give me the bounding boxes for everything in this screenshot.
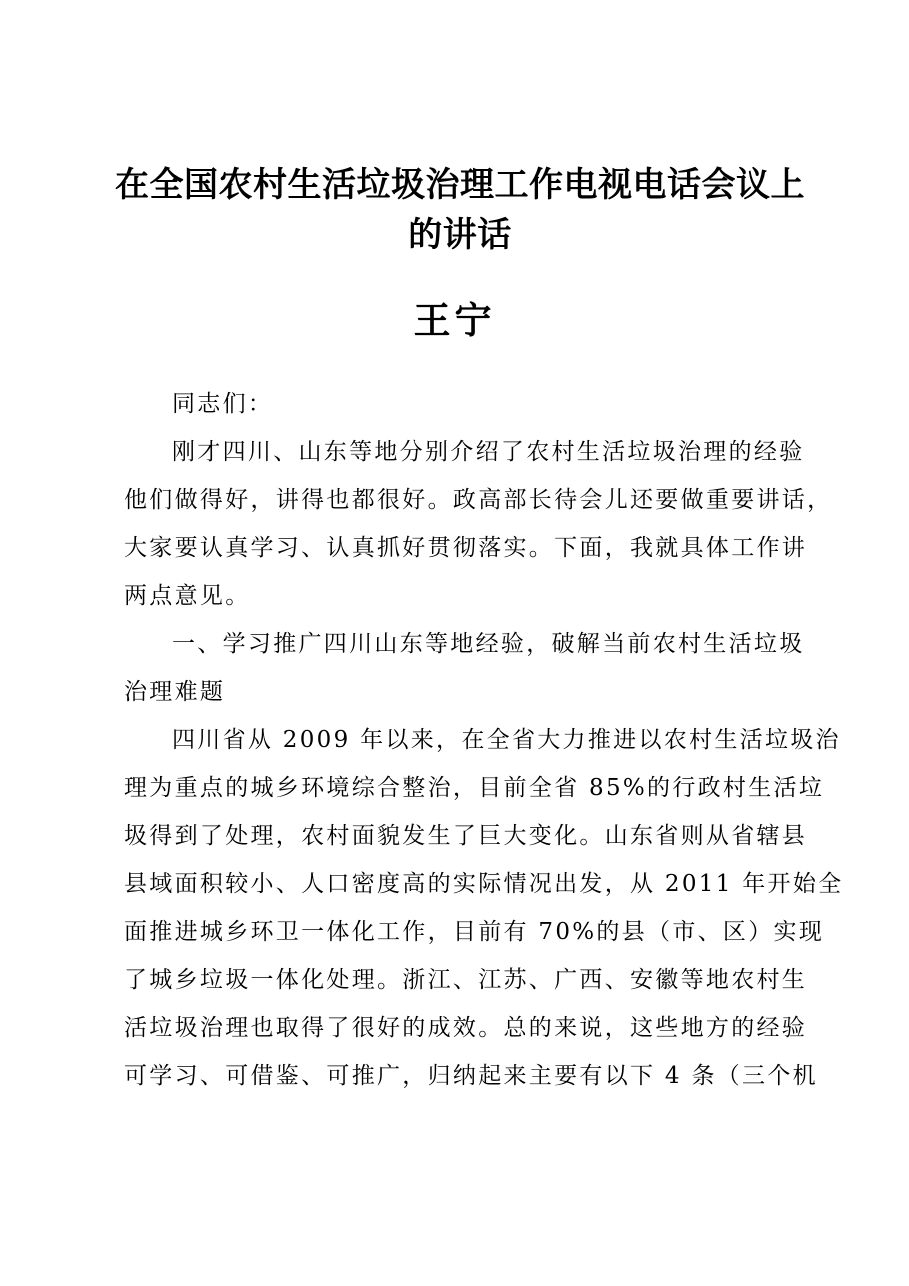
body-line: 同志们： xyxy=(172,391,274,417)
title-line-2: 的讲话 xyxy=(408,215,512,255)
body-line: 治理难题 xyxy=(124,679,226,705)
document-title xyxy=(110,160,810,260)
body-line: 一、学习推广四川山东等地经验，破解当前农村生活垃圾 xyxy=(172,631,805,657)
body-text xyxy=(124,380,844,1100)
body-line: 圾得到了处理，农村面貌发生了巨大变化。山东省则从省辖县 xyxy=(124,823,808,849)
author-name: 王宁 xyxy=(413,299,496,342)
body-line: 活垃圾治理也取得了很好的成效。总的来说，这些地方的经验 xyxy=(124,1015,808,1041)
body-line: 面推进城乡环卫一体化工作，目前有 70%的县（市、区）实现 xyxy=(124,919,825,945)
body-line: 四川省从 2009 年以来，在全省大力推进以农村生活垃圾治 xyxy=(172,727,841,753)
body-line: 他们做得好，讲得也都很好。政高部长待会儿还要做重要讲话， xyxy=(124,487,833,513)
title-line-1: 在全国农村生活垃圾治理工作电视电话会议上 xyxy=(115,165,805,205)
body-line: 了城乡垃圾一体化处理。浙江、江苏、广西、安徽等地农村生 xyxy=(124,967,808,993)
body-line: 理为重点的城乡环境综合整治，目前全省 85%的行政村生活垃 xyxy=(124,775,825,801)
body-line: 县域面积较小、人口密度高的实际情况出发，从 2011 年开始全 xyxy=(124,871,844,897)
body-line: 两点意见。 xyxy=(124,583,251,609)
body-line: 刚才四川、山东等地分别介绍了农村生活垃圾治理的经验 xyxy=(172,439,805,465)
body-line: 大家要认真学习、认真抓好贯彻落实。下面，我就具体工作讲 xyxy=(124,535,808,561)
body-line: 可学习、可借鉴、可推广，归纳起来主要有以下 4 条（三个机 xyxy=(124,1063,818,1089)
